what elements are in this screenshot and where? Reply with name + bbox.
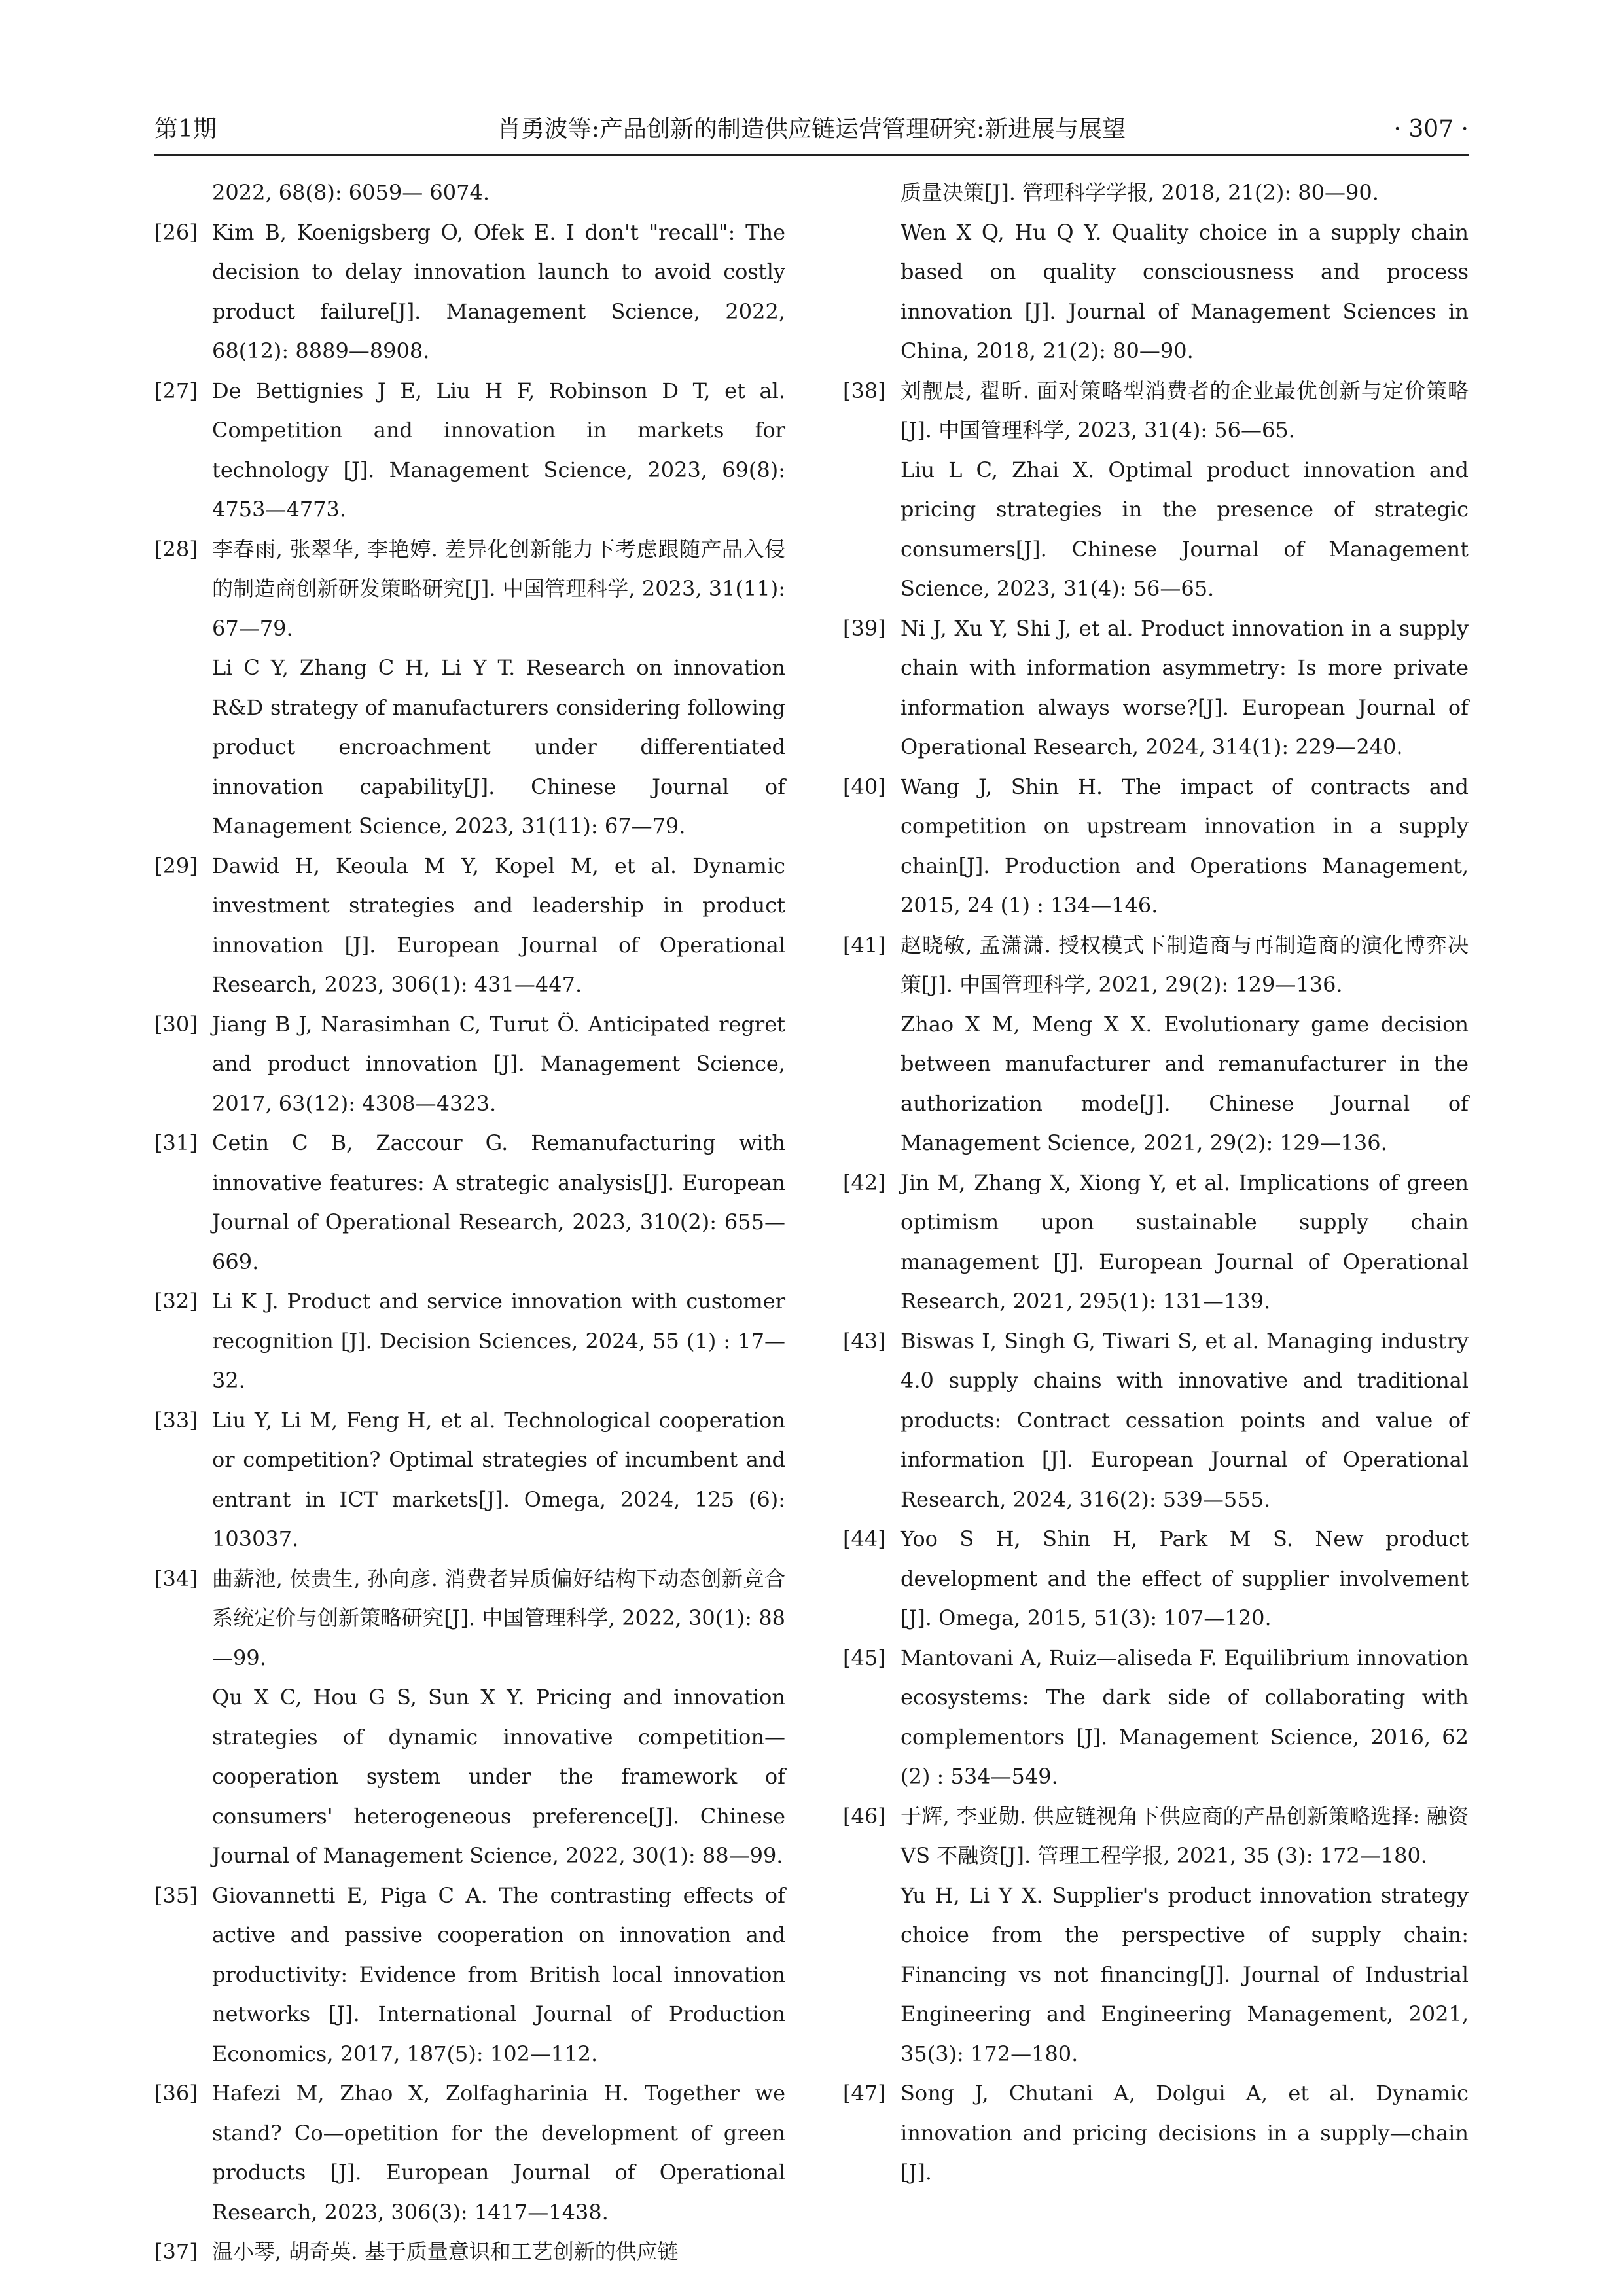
reference-text: 曲薪池, 侯贵生, 孙向彦. 消费者异质偏好结构下动态创新竞合系统定价与创新策略研究[J]. 中国管理科学, 2022, 30(1): 88—99. [212, 1566, 785, 1670]
reference-translation: Liu L C, Zhai X. Optimal product innovation and pricing strategies in the presence of strategic consumers[J]. Chinese Journal of Management Science, 2023, 31(4): 56—65. [901, 457, 1469, 601]
reference-number: [46] [843, 1803, 886, 1829]
running-title: 肖勇波等:产品创新的制造供应链运营管理研究:新进展与展望 [497, 116, 1126, 143]
reference-text: Giovannetti E, Piga C A. The contrasting effects of active and passive cooperation on innovation and productivity: Evidence from British local innovation networks [J]. International Journal of Production Economics, 2017, 187(5): 102—112. [212, 1882, 785, 2066]
reference-item [154, 213, 785, 371]
reference-item [843, 767, 1469, 925]
reference-number: [32] [154, 1289, 198, 1314]
reference-number: [26] [154, 219, 198, 245]
reference-text: Li K J. Product and service innovation with customer recognition [J]. Decision Sciences, 2024, 55 (1) : 17—32. [212, 1289, 785, 1393]
reference-item [843, 1321, 1469, 1520]
reference-text: 李春雨, 张翠华, 李艳婷. 差异化创新能力下考虑跟随产品入侵的制造商创新研发策略研究[J]. 中国管理科学, 2023, 31(11): 67—79. [212, 536, 785, 641]
reference-item [154, 529, 785, 846]
reference-text: 于辉, 李亚勋. 供应链视角下供应商的产品创新策略选择: 融资 VS 不融资[J]. 管理工程学报, 2021, 35 (3): 172—180. [901, 1803, 1469, 1868]
reference-number: [30] [154, 1011, 198, 1037]
page-header [154, 110, 1469, 149]
reference-item [154, 846, 785, 1005]
reference-number: [37] [154, 2239, 198, 2264]
reference-number: [39] [843, 615, 886, 641]
reference-number: [29] [154, 853, 198, 878]
reference-item [154, 371, 785, 529]
reference-item [154, 1282, 785, 1401]
reference-continuation: 质量决策[J]. 管理科学学报, 2018, 21(2): 80—90. [901, 180, 1379, 205]
reference-item [154, 2073, 785, 2232]
reference-text: Mantovani A, Ruiz—aliseda F. Equilibrium innovation ecosystems: The dark side of collaborating with complementors [J]. Management Science, 2016, 62 (2) : 534—549. [901, 1645, 1469, 1789]
reference-text: Hafezi M, Zhao X, Zolfagharinia H. Together we stand? Co—opetition for the development of green products [J]. European Journal of Operational Research, 2023, 306(3): 1417—1438. [212, 2081, 785, 2225]
reference-number: [36] [154, 2081, 198, 2106]
reference-translation: Zhao X M, Meng X X. Evolutionary game decision between manufacturer and remanufacturer in the authorization mode[J]. Chinese Journal of Management Science, 2021, 29(2): 129—136. [901, 1011, 1469, 1155]
reference-item [154, 1401, 785, 1559]
reference-number: [47] [843, 2081, 886, 2106]
reference-text: 温小琴, 胡奇英. 基于质量意识和工艺创新的供应链 [212, 2239, 679, 2264]
reference-number: [38] [843, 378, 886, 403]
reference-text: 刘靓晨, 翟昕. 面对策略型消费者的企业最优创新与定价策略[J]. 中国管理科学, 2023, 31(4): 56—65. [901, 378, 1469, 442]
reference-item [843, 2073, 1469, 2193]
reference-number: [35] [154, 1882, 198, 1908]
reference-translation: Wen X Q, Hu Q Y. Quality choice in a supply chain based on quality consciousness and process innovation [J]. Journal of Management Sciences in China, 2018, 21(2): 80—90. [901, 219, 1469, 363]
reference-item [154, 1123, 785, 1282]
reference-item [843, 1163, 1469, 1321]
reference-number: [34] [154, 1566, 198, 1591]
reference-text: Yoo S H, Shin H, Park M S. New product development and the effect of supplier involvement [J]. Omega, 2015, 51(3): 107—120. [901, 1526, 1469, 1630]
reference-continuation: 2022, 68(8): 6059— 6074. [212, 180, 490, 205]
reference-item [843, 1519, 1469, 1638]
reference-translation: Li C Y, Zhang C H, Li Y T. Research on innovation R&D strategy of manufacturers considering following product encroachment under differentiated innovation capability[J]. Chinese Journal of Management Science, 2023, 31(11): 67—79. [212, 655, 785, 838]
reference-translation: Yu H, Li Y X. Supplier's product innovation strategy choice from the perspective of supply chain: Financing vs not financing[J]. Journal of Industrial Engineering and Engineering Management, 2021, 35(3): 172—180. [901, 1882, 1469, 2066]
reference-number: [28] [154, 536, 198, 562]
reference-item [843, 1638, 1469, 1797]
reference-text: De Bettignies J E, Liu H F, Robinson D T, et al. Competition and innovation in markets for technology [J]. Management Science, 2023, 69(8): 4753—4773. [212, 378, 785, 522]
reference-number: [41] [843, 932, 886, 958]
reference-item [843, 1797, 1469, 2074]
reference-text: Dawid H, Keoula M Y, Kopel M, et al. Dynamic investment strategies and leadership in product innovation [J]. European Journal of Operational Research, 2023, 306(1): 431—447. [212, 853, 785, 997]
reference-text: Liu Y, Li M, Feng H, et al. Technological cooperation or competition? Optimal strategies of incumbent and entrant in ICT markets[J]. Omega, 2024, 125 (6): 103037. [212, 1407, 785, 1551]
reference-item [154, 1005, 785, 1124]
reference-item [843, 371, 1469, 609]
reference-text: Jiang B J, Narasimhan C, Turut Ö. Anticipated regret and product innovation [J]. Management Science, 2017, 63(12): 4308—4323. [212, 1011, 785, 1116]
issue-label: 第1期 [154, 116, 217, 143]
reference-text: Biswas I, Singh G, Tiwari S, et al. Managing industry 4.0 supply chains with innovative and traditional products: Contract cessation points and value of information [J]. European Journal of Operational Research, 2024, 316(2): 539—555. [901, 1328, 1469, 1512]
reference-item [843, 925, 1469, 1163]
page-number: · 307 · [1393, 116, 1469, 143]
reference-item [154, 1876, 785, 2074]
reference-item [154, 1559, 785, 1876]
reference-number: [42] [843, 1170, 886, 1195]
reference-number: [33] [154, 1407, 198, 1433]
reference-number: [44] [843, 1526, 886, 1551]
right-column [843, 173, 1469, 2193]
reference-text: Wang J, Shin H. The impact of contracts and competition on upstream innovation in a supply chain[J]. Production and Operations Management, 2015, 24 (1) : 134—146. [901, 774, 1469, 918]
reference-translation: Qu X C, Hou G S, Sun X Y. Pricing and innovation strategies of dynamic innovative competition—cooperation system under the framework of consumers' heterogeneous preference[J]. Chinese Journal of Management Science, 2022, 30(1): 88—99. [212, 1685, 785, 1868]
reference-number: [31] [154, 1130, 198, 1155]
reference-text: Kim B, Koenigsberg O, Ofek E. I don't "recall": The decision to delay innovation launch to avoid costly product failure[J]. Management Science, 2022, 68(12): 8889—8908. [212, 219, 785, 363]
reference-item [154, 2232, 785, 2272]
reference-number: [45] [843, 1645, 886, 1670]
reference-number: [43] [843, 1328, 886, 1354]
reference-number: [27] [154, 378, 198, 403]
reference-list-left [154, 213, 785, 2272]
reference-item [843, 609, 1469, 767]
reference-text: Jin M, Zhang X, Xiong Y, et al. Implications of green optimism upon sustainable supply chain management [J]. European Journal of Operational Research, 2021, 295(1): 131—139. [901, 1170, 1469, 1314]
reference-list-right [843, 371, 1469, 2193]
reference-number: [40] [843, 774, 886, 799]
reference-text: Song J, Chutani A, Dolgui A, et al. Dynamic innovation and pricing decisions in a supply—chain [J]. [901, 2081, 1469, 2185]
reference-text: 赵晓敏, 孟潇潇. 授权模式下制造商与再制造商的演化博弈决策[J]. 中国管理科学, 2021, 29(2): 129—136. [901, 932, 1469, 997]
reference-text: Cetin C B, Zaccour G. Remanufacturing with innovative features: A strategic analysis[J]. European Journal of Operational Research, 2023, 310(2): 655—669. [212, 1130, 785, 1274]
reference-text: Ni J, Xu Y, Shi J, et al. Product innovation in a supply chain with information asymmetry: Is more private information always worse?[J]. European Journal of Operational Research, 2024, 314(1): 229—240. [901, 615, 1469, 759]
left-column [154, 173, 785, 2272]
header-rule [154, 154, 1469, 156]
